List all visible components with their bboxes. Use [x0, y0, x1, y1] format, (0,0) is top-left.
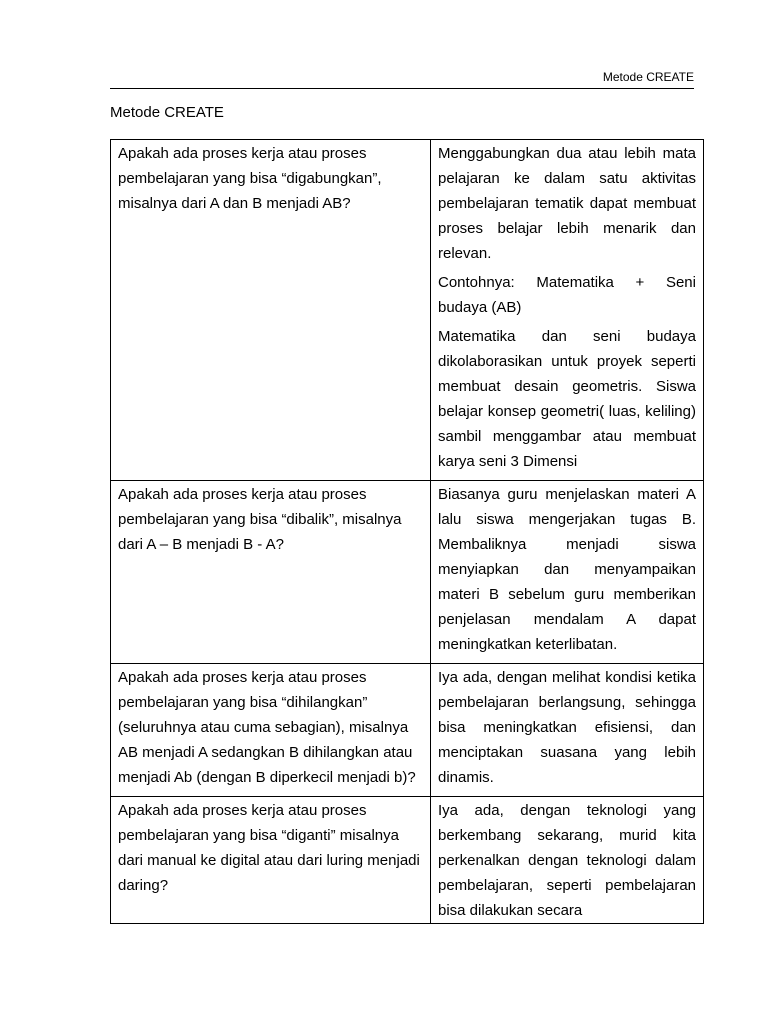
table-row — [111, 140, 704, 481]
table-row — [111, 797, 704, 924]
answer-cell — [431, 797, 704, 924]
question-cell: Apakah ada proses kerja atau proses pembelajaran yang bisa “dihilangkan” (seluruhnya atau cuma sebagian), misalnya AB menjadi A sedangkan B dihilangkan atau menjadi Ab (dengan B diperkecil menjadi b)? — [111, 664, 431, 797]
answer-paragraph: Contohnya: Matematika + Seni budaya (AB) — [438, 274, 696, 316]
header-divider — [110, 88, 694, 89]
answer-cell — [431, 140, 704, 481]
answer-paragraph: Biasanya guru menjelaskan materi A lalu siswa mengerjakan tugas B. Membaliknya menjadi siswa menyiapkan dan menyampaikan materi B sebelum guru memberikan penjelasan mendalam A dapat meningkatkan keterlibatan. — [438, 486, 696, 653]
answer-paragraph: Menggabungkan dua atau lebih mata pelajaran ke dalam satu aktivitas pembelajaran tematik dapat membuat proses belajar lebih menarik dan relevan. — [438, 145, 696, 262]
answer-paragraph: Iya ada, dengan melihat kondisi ketika pembelajaran berlangsung, sehingga bisa meningkatkan efisiensi, dan menciptakan suasana yang lebih dinamis. — [438, 669, 696, 786]
running-header: Metode CREATE — [602, 70, 694, 84]
answer-cell — [431, 481, 704, 664]
question-cell: Apakah ada proses kerja atau proses pembelajaran yang bisa “diganti” misalnya dari manual ke digital atau dari luring menjadi daring? — [111, 797, 431, 924]
create-method-table — [110, 139, 704, 924]
question-cell: Apakah ada proses kerja atau proses pembelajaran yang bisa “dibalik”, misalnya dari A – B menjadi B - A? — [111, 481, 431, 664]
answer-paragraph: Iya ada, dengan teknologi yang berkembang sekarang, murid kita perkenalkan dengan teknologi dalam pembelajaran, seperti pembelajaran bisa dilakukan secara — [438, 802, 696, 919]
table-row — [111, 481, 704, 664]
question-cell: Apakah ada proses kerja atau proses pembelajaran yang bisa “digabungkan”, misalnya dari A dan B menjadi AB? — [111, 140, 431, 481]
answer-cell — [431, 664, 704, 797]
table-row — [111, 664, 704, 797]
answer-paragraph: Matematika dan seni budaya dikolaborasikan untuk proyek seperti membuat desain geometris. Siswa belajar konsep geometri( luas, keliling) sambil menggambar atau membuat karya seni 3 Dimensi — [438, 328, 696, 470]
document-title: Metode CREATE — [110, 104, 224, 121]
